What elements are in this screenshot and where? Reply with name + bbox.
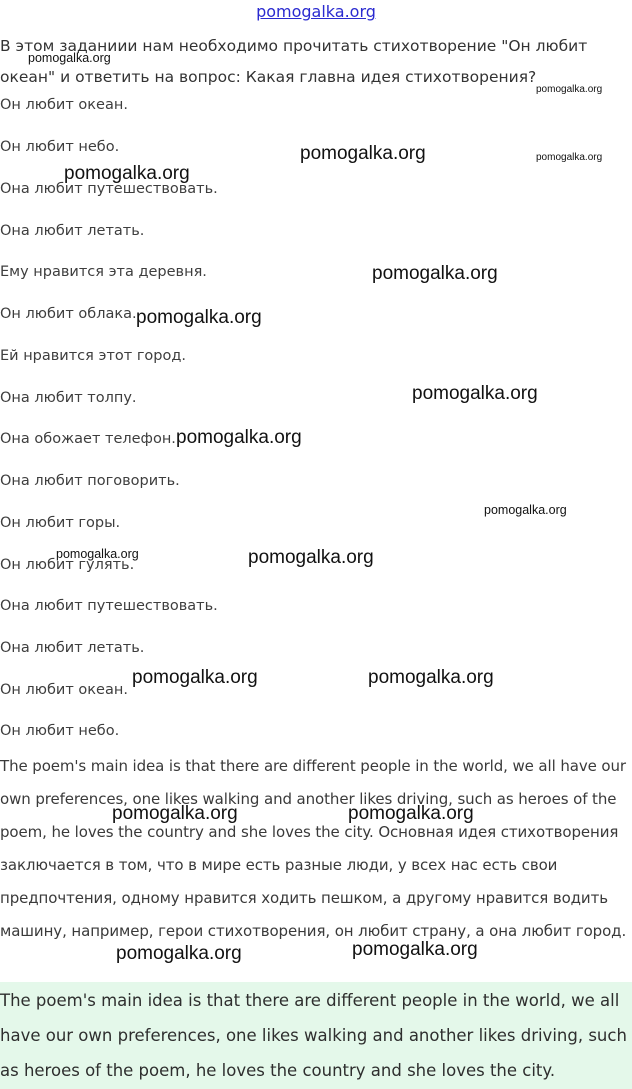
poem-line: Ему нравится эта деревня. — [0, 264, 207, 280]
poem-line: Он любит океан. — [0, 682, 128, 698]
watermark: pomogalka.org — [64, 163, 190, 184]
watermark: pomogalka.org — [300, 143, 426, 164]
poem-line: Ей нравится этот город. — [0, 348, 187, 364]
watermark: pomogalka.org — [352, 939, 478, 960]
poem-line: Она обожает телефон. — [0, 431, 176, 447]
watermark: pomogalka.org — [348, 803, 474, 824]
poem-line: Она любит путешествовать. — [0, 598, 218, 614]
site-title-link[interactable]: pomogalka.org — [256, 2, 376, 21]
watermark: pomogalka.org — [536, 152, 603, 163]
poem-line: Он любит облака. — [0, 306, 137, 322]
answer-text: The poem's main idea is that there are different people in the world, we all have our own preferences, one likes walking and another likes driving, such as heroes of the poem, he loves the country and she loves the city. Основная идея стихотворения заключается в том, что в мире есть разные люди, у всех нас есть свои предпочтения, одному нравится ходить пешком, а другому нравится водить машину, например, герои стихотворения, он любит страну, а она любит город. — [0, 757, 627, 940]
watermark: pomogalka.org — [484, 503, 567, 517]
poem-line: Она любит поговорить. — [0, 473, 180, 489]
watermark: pomogalka.org — [56, 547, 139, 561]
question-text: В этом заданиии нам необходимо прочитать стихотворение "Он любит океан" и ответить на вопрос: Какая главна идея стихотворения? — [0, 37, 588, 86]
watermark: pomogalka.org — [116, 943, 242, 964]
highlighted-answer: The poem's main idea is that there are different people in the world, we all have our own preferences, one likes walking and another likes driving, such as heroes of the poem, he loves the country and she loves the city. — [0, 991, 627, 1080]
watermark: pomogalka.org — [112, 803, 238, 824]
watermark: pomogalka.org — [28, 51, 111, 65]
watermark: pomogalka.org — [372, 263, 498, 284]
poem-line: Он любит небо. — [0, 723, 120, 739]
poem-line: Она любит толпу. — [0, 390, 137, 406]
poem-line: Он любит небо. — [0, 139, 120, 155]
watermark: pomogalka.org — [368, 667, 494, 688]
watermark: pomogalka.org — [132, 667, 258, 688]
watermark: pomogalka.org — [412, 383, 538, 404]
poem-line: Она любит летать. — [0, 640, 145, 656]
watermark: pomogalka.org — [136, 307, 262, 328]
poem-line: Он любит горы. — [0, 515, 121, 531]
poem-line: Он любит гулять. — [0, 557, 135, 573]
poem-line: Она любит летать. — [0, 223, 145, 239]
poem-line: Она любит путешествовать. — [0, 181, 218, 197]
watermark: pomogalka.org — [536, 84, 603, 95]
watermark: pomogalka.org — [176, 427, 302, 448]
poem-line: Он любит океан. — [0, 97, 128, 113]
watermark: pomogalka.org — [248, 547, 374, 568]
